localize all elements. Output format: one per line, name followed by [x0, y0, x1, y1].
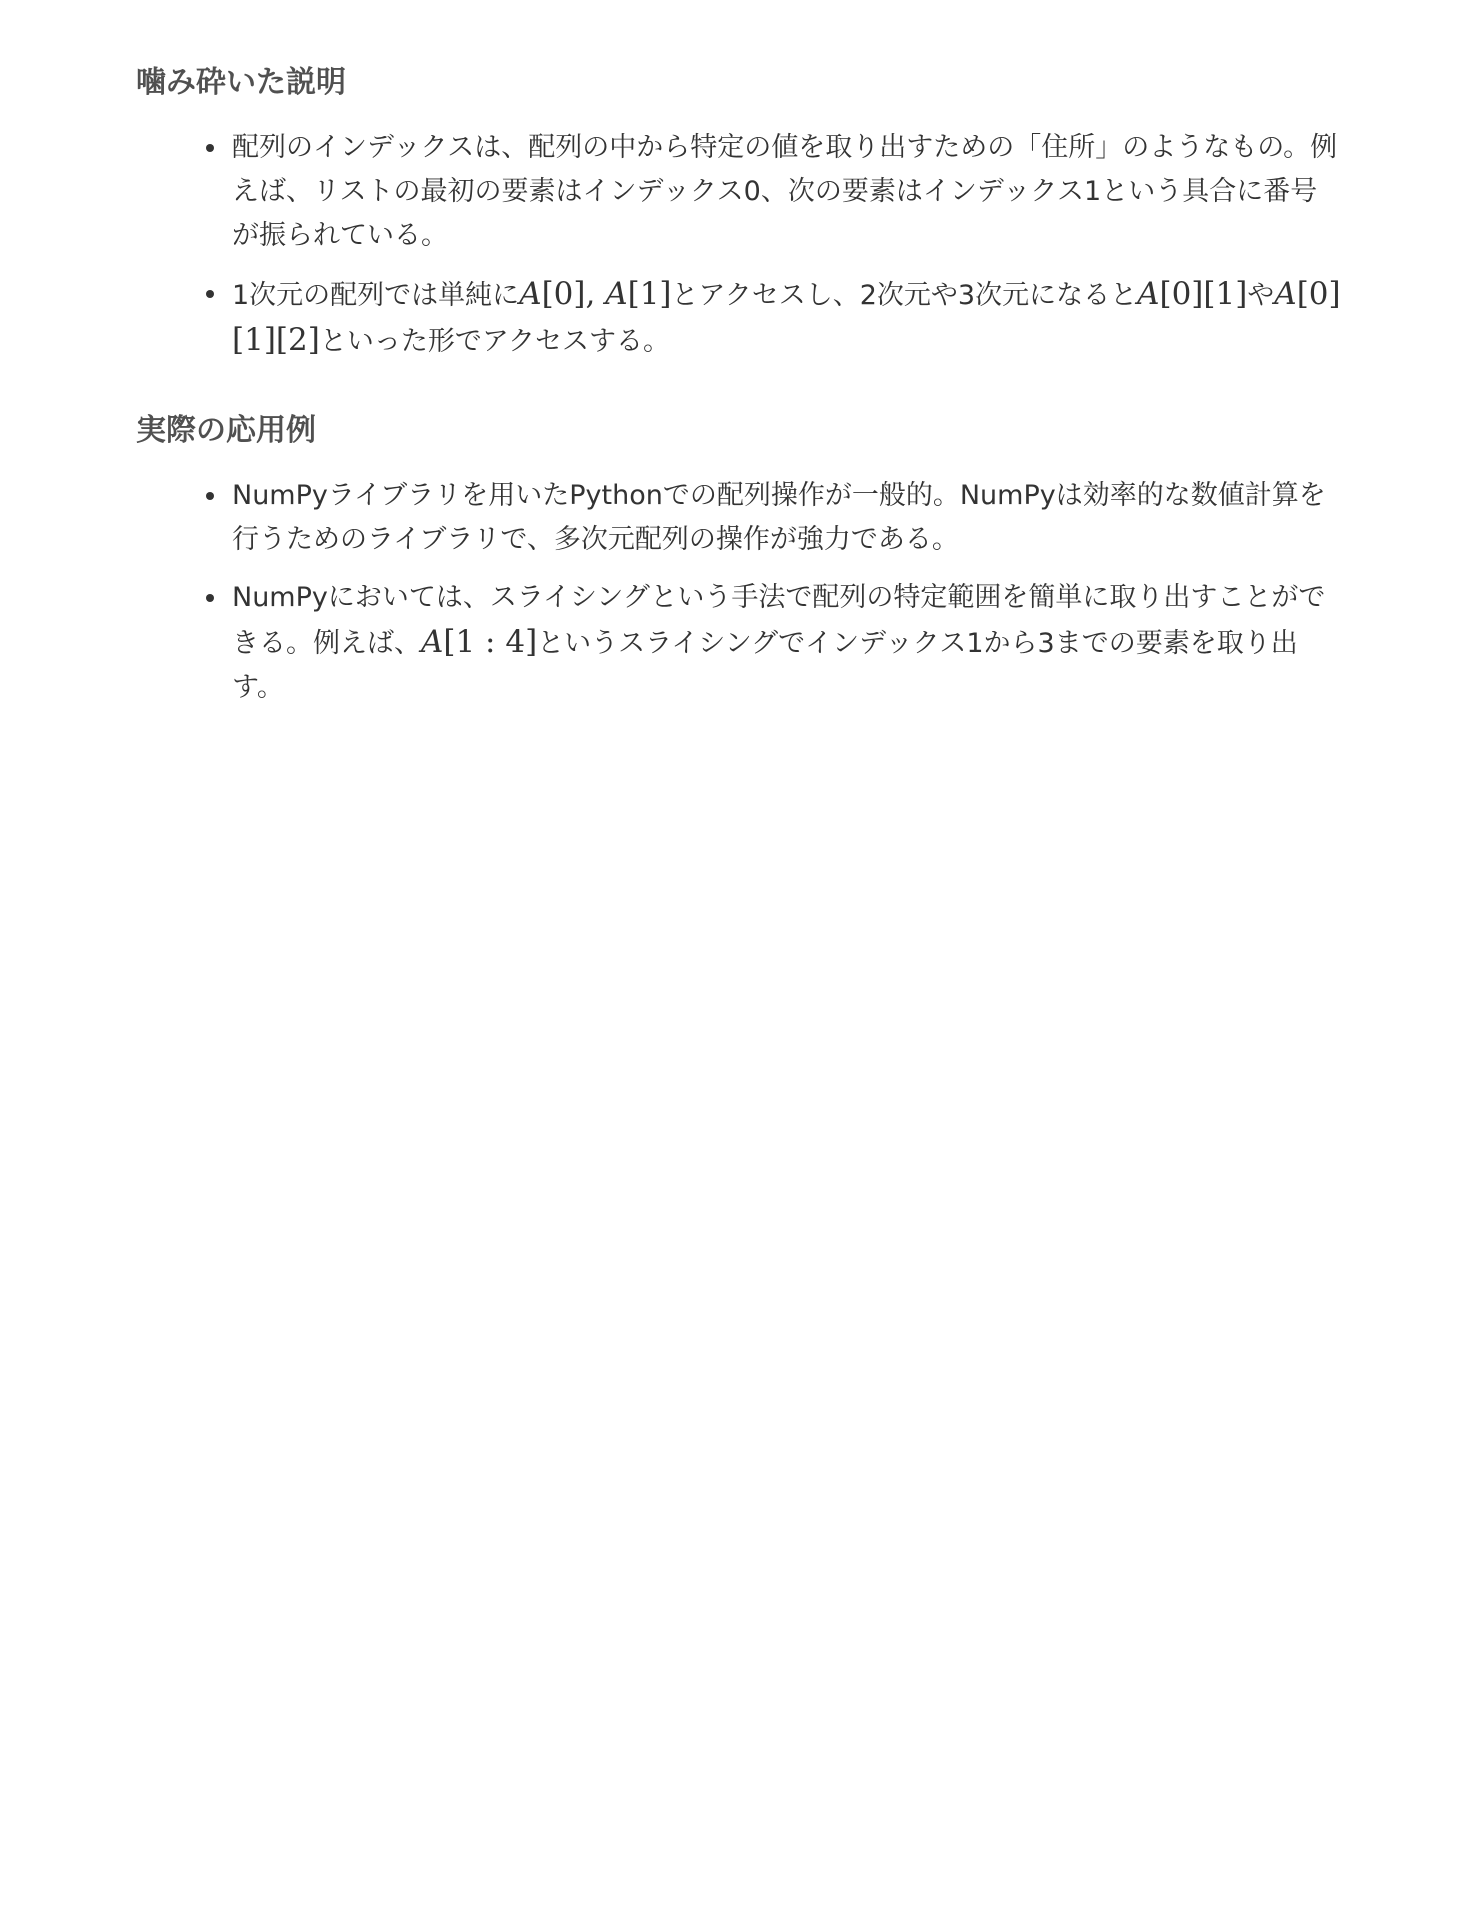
section-applications: [136, 412, 1344, 710]
item-text: NumPyにおいては、スライシングという手法で配列の特定範囲を簡単に取り出すことができる。例えば、: [232, 582, 1326, 659]
item-text: 1次元の配列では単純に: [232, 280, 520, 311]
section-heading: 実際の応用例: [136, 413, 316, 448]
item-text: とアクセスし、2次元や3次元になると: [671, 280, 1138, 311]
math-index: [0][1][2]: [232, 276, 1341, 358]
math-separator: ,: [585, 276, 606, 312]
math-index: [0]: [541, 276, 586, 312]
section-explanation: [136, 64, 1344, 364]
list-item: [232, 474, 1344, 562]
math-variable: A: [1274, 276, 1297, 312]
list-item: [232, 272, 1344, 364]
math-index: [1 : 4]: [443, 624, 538, 660]
list-item: [232, 126, 1344, 258]
math-expression: [1137, 276, 1247, 312]
bullet-list: [136, 474, 1344, 710]
math-index: [0][1]: [1159, 276, 1248, 312]
math-index: [1]: [627, 276, 672, 312]
math-expression: [519, 276, 671, 312]
item-text: といった形でアクセスする。: [319, 326, 671, 357]
math-expression: [421, 624, 537, 660]
item-text: NumPyライブラリを用いたPythonでの配列操作が一般的。NumPyは効率的な数値計算を行うためのライブラリで、多次元配列の操作が強力である。: [232, 480, 1326, 555]
math-variable: A: [1137, 276, 1160, 312]
item-text: というスライシングでインデックス1から3までの要素を取り出す。: [232, 628, 1298, 703]
math-variable: A: [519, 276, 542, 312]
list-item: [232, 576, 1344, 710]
math-variable: A: [421, 624, 444, 660]
item-text: や: [1247, 280, 1275, 311]
item-text: 配列のインデックスは、配列の中から特定の値を取り出すための「住所」のようなもの。例えば、リストの最初の要素はインデックス0、次の要素はインデックス1という具合に番号が振られている。: [232, 132, 1338, 251]
math-variable: A: [605, 276, 628, 312]
section-heading: 噛み砕いた説明: [136, 65, 346, 100]
bullet-list: [136, 126, 1344, 364]
